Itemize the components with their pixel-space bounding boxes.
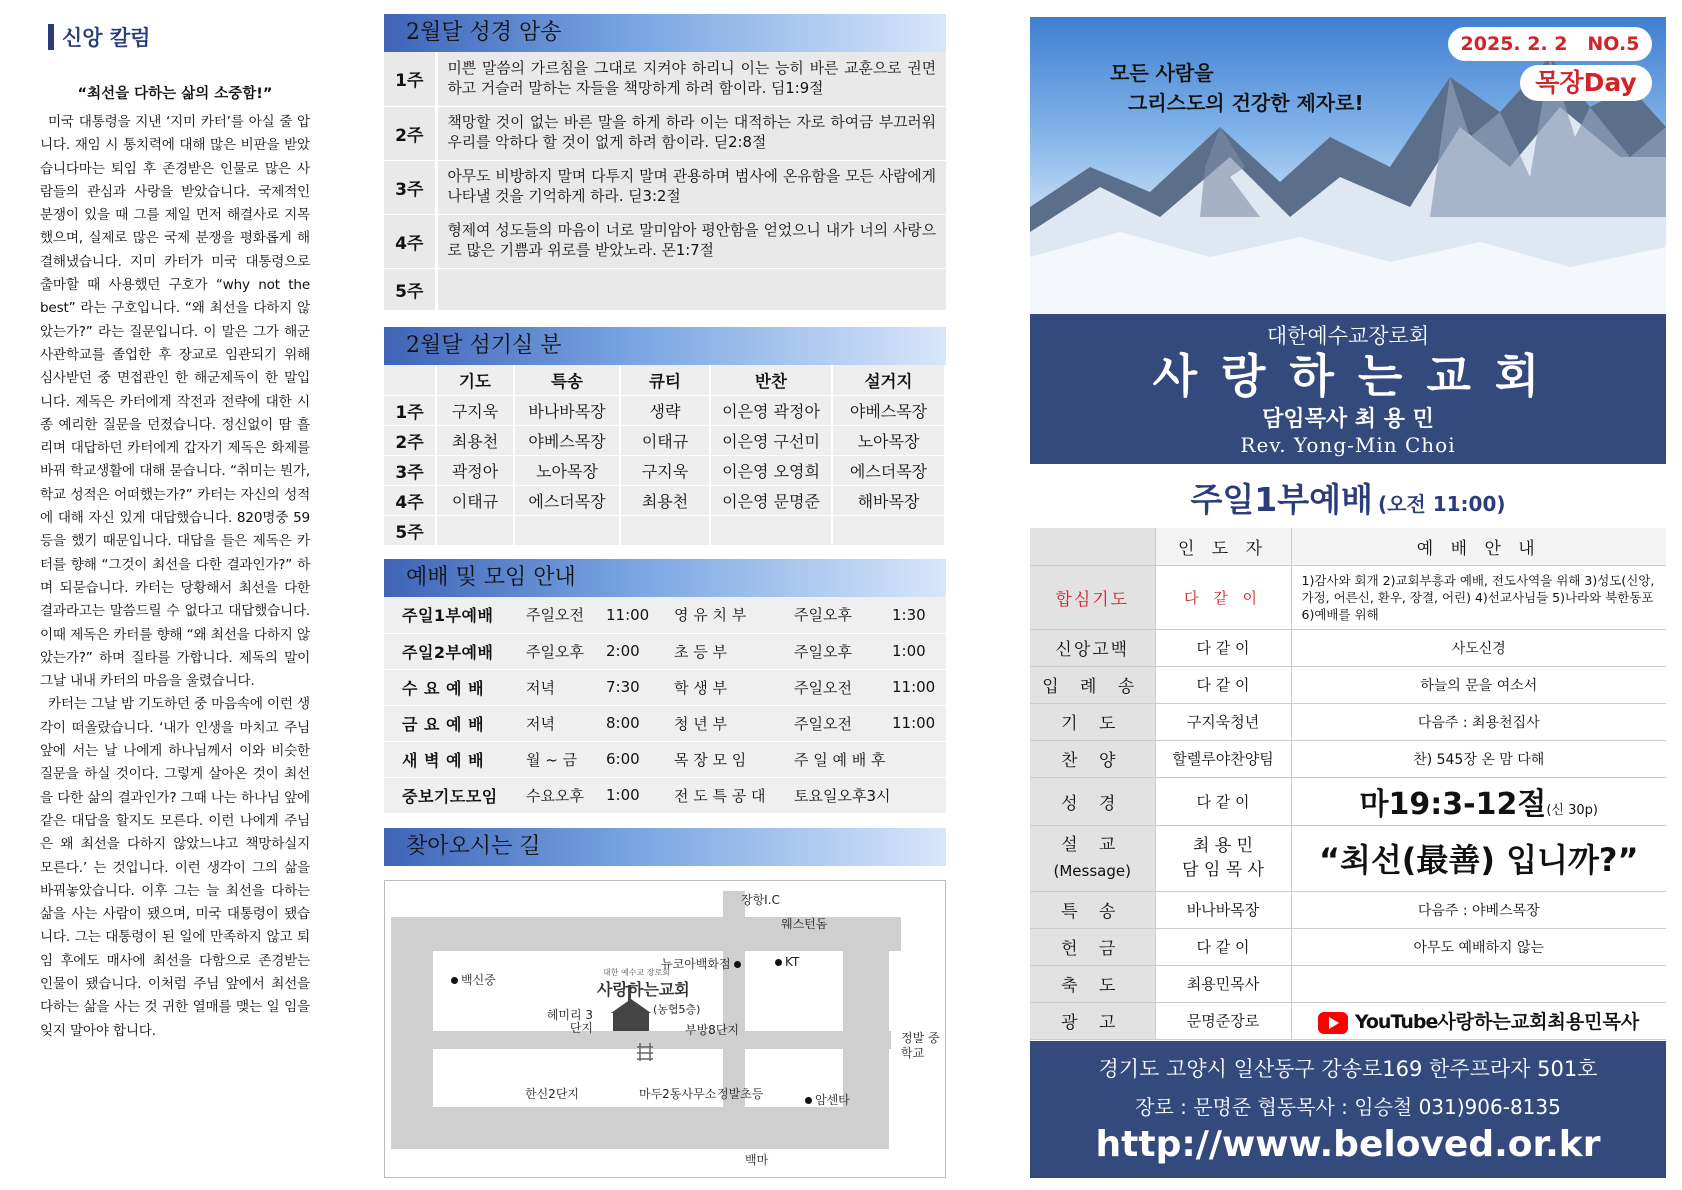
table-cell: 이은영 곽정아 [710,395,832,425]
map-label-baekma: 백마 [745,1153,769,1167]
table-cell: 11:00 [886,705,946,741]
table-cell: 2주 [384,425,436,455]
table-cell [384,365,436,395]
table-cell: 주일오전 [788,705,886,741]
duty-heading: 2월달 섬기실 분 [384,327,946,365]
verse-row [384,214,946,268]
table-cell: 이태규 [620,425,710,455]
table-cell: 찬) 545장 온 맘 다해 [1291,740,1666,777]
church-website[interactable]: http://www.beloved.or.kr [1095,1124,1601,1165]
table-cell: 새 벽 예 배 [384,741,520,777]
table-cell: 에스더목장 [514,485,620,515]
table-cell: 수요오후 [520,777,600,813]
table-cell: 이태규 [436,485,514,515]
table-cell: 하늘의 문을 여소서 [1291,666,1666,703]
table-cell [436,268,946,310]
table-cell: 2:00 [600,633,656,669]
duty-row [384,395,945,425]
table-cell: 최용민목사 [1155,965,1291,1002]
date-badge: 2025. 2. 2 NO.5 [1448,27,1652,61]
table-cell: 입 례 송 [1030,666,1155,703]
cover-hero [1030,17,1666,314]
column-paragraph-2: 카터는 그날 밤 기도하던 중 마음속에 이런 생각이 떠올랐습니다. ‘내가 인생을 마치고 주님 앞에 서는 날 나에게 하나님께서 이와 비슷한 질문을 하실 것이다. 그렇게 살아온 것이 최선을 다한 삶의 결과인가? 그때 나는 하나님 앞에 같은 대답을 할지도 모른다. 이런 나에게 주님은 왜 최선을 다하지 않았느냐고 책망하실지 모른다.’ 는 것입니다. 이런 생각이 그의 삶을 바꿔놓았습니다. 이후 그는 늘 최선을 다하는 삶을 사는 사람이 됐으며, 미국 대통령이 됐습니다. 그는 대통령이 된 일에 만족하지 않고 퇴임 후에도 매사에 최선을 다함으로 존경받는 인물이 됐습니다. 이처럼 주님 앞에서 최선을 다하는 삶을 사는 것 귀한 열매를 맺는 일 임을 잊지 말아야 합니다. [40,696,310,1039]
service-row [384,597,946,633]
table-cell: 주일오전 [520,597,600,633]
map-label-kt: KT [775,955,799,969]
worship-row [1030,891,1666,928]
table-cell: 에스더목장 [832,455,945,485]
table-cell: 2주 [384,106,436,160]
column-body [40,111,310,1043]
table-cell: 노아목장 [832,425,945,455]
table-cell: 바나바목장 [514,395,620,425]
table-cell: 4주 [384,485,436,515]
table-cell: 다음주 : 야베스목장 [1291,891,1666,928]
table-cell: 아무도 비방하지 말며 다투지 말며 관용하며 범사에 온유함을 모든 사람에게 나타낼 것을 기억하게 하라. 딛3:2절 [436,160,946,214]
table-cell: 1:00 [600,777,656,813]
worship-row [1030,965,1666,1002]
table-cell: 이은영 구선미 [710,425,832,455]
table-cell: 4주 [384,214,436,268]
bible-reading: 마19:3-12절(신 30p) [1291,777,1666,825]
table-cell: 바나바목장 [1155,891,1291,928]
table-cell: 1:00 [886,633,946,669]
table-cell: 1주 [384,395,436,425]
map-label-jeongbal-elem: 정발초등 [717,1087,764,1101]
table-cell: 설 교 (Message) [1030,825,1155,891]
table-cell: 11:00 [886,669,946,705]
pastor-english-name: Rev. Yong-Min Choi [1240,433,1456,457]
table-cell [514,515,620,545]
table-cell: 최용천 [620,485,710,515]
table-cell: 주일오전 [788,669,886,705]
footer [1030,1041,1666,1178]
map-label-hyemiri: 헤미리 3단지 [546,1008,593,1035]
verse-row [384,52,946,106]
duty-row [384,455,945,485]
table-cell: 주일1부예배 [384,597,520,633]
table-cell: 인 도 자 [1155,528,1291,565]
verse-row [384,160,946,214]
table-cell: 주일오후 [520,633,600,669]
service-row [384,669,946,705]
table-cell: 신앙고백 [1030,629,1155,666]
table-cell [710,515,832,545]
table-cell: 광 고 [1030,1002,1155,1039]
youtube-channel[interactable]: YouTube사랑하는교회최용민목사 [1291,1002,1666,1039]
table-cell: 기 도 [1030,703,1155,740]
table-cell: 형제여 성도들의 마음이 너로 말미암아 평안함을 얻었으니 내가 너의 사랑으로 많은 기쁨과 위로를 받았노라. 몬1:7절 [436,214,946,268]
table-cell: 다 같 이 [1155,777,1291,825]
table-cell: 최 용 민 담 임 목 사 [1155,825,1291,891]
table-cell: 반찬 [710,365,832,395]
table-cell: 8:00 [600,705,656,741]
table-cell: 문명준장로 [1155,1002,1291,1039]
service-row [384,705,946,741]
duty-row [384,515,945,545]
worship-row [1030,928,1666,965]
services-heading: 예배 및 모임 안내 [384,559,946,597]
worship-row [1030,740,1666,777]
table-cell: 토요일오후3시 [788,777,946,813]
table-cell: 5주 [384,268,436,310]
column-paragraph-1: 미국 대통령을 지낸 ‘지미 카터’를 아실 줄 압니다. 재임 시 통치력에 대해 많은 비판을 받았습니다마는 퇴임 후 존경받은 인물로 많은 사람들의 관심과 사랑을 받았습니다. 국제적인 분쟁이 있을 때 그를 제일 먼저 해결사로 지목했으며, 실제로 많은 국제 분쟁을 평화롭게 해결해냈습니다. 지미 카터가 미국 대통령으로 출마할 때 사용했던 구호가 “why not the best” 라는 구호입니다. “왜 최선을 다하지 않았는가?” 라는 질문입니다. 이 말은 그가 해군 사관학교를 졸업한 후 장교로 임관되기 위해 심사받던 중 면접관인 한 해군제독이 한 말입니다. 제독은 카터에게 작전과 전략에 대한 시종 예리한 질문을 던졌습니다. 정신없이 땀 흘리며 대답하던 카터에게 갑자기 제독은 화제를 바꿔 학교생활에 대해 묻습니다. “취미는 뭔가, 학교 성적은 어떠했는가?” 카터는 자신의 성적에 대해 자신 있게 대답했습니다. 820명중 59등을 했기 때문입니다. 대답을 들은 제독은 카터를 향해 “그것이 최선을 다한 결과인가?” 하며 되묻습니다. 카터는 당황해서 최선을 다한 결과라고는 말씀드릴 수 없다고 대답했습니다. 이때 제독은 카터를 향해 “왜 최선을 다하지 않았는가?” 하며 질타를 가합니다. 제독의 말이 그날 내내 카터의 마음을 울렸습니다. [40,114,310,690]
title-bar [48,24,54,50]
table-cell: 생략 [620,395,710,425]
table-cell: 월 ~ 금 [520,741,600,777]
table-cell: 전 도 특 공 대 [656,777,788,813]
table-cell: 미쁜 말씀의 가르침을 그대로 지켜야 하리니 이는 능히 바른 교훈으로 권면하고 거슬러 말하는 자들을 책망하게 하려 함이라. 딤1:9절 [436,52,946,106]
table-cell: 곽정아 [436,455,514,485]
map-roads [385,881,947,1179]
table-cell: 1)감사와 회개 2)교회부흥과 예배, 전도사역을 위해 3)성도(신앙, 가정, 어른신, 환우, 장결, 어린) 4)선교사님들 5)나라와 북한동포 6)예배를 위해 [1291,565,1666,629]
map-label-westerndome: 웨스턴돔 [781,917,828,931]
table-cell [436,515,514,545]
service-row [384,777,946,813]
map-heading: 찾아오시는 길 [384,828,946,866]
map-label-church-small: 대한 예수교 장로회 [603,968,670,977]
table-cell: 해바목장 [832,485,945,515]
senior-pastor: 담임목사 최 용 민 [1262,407,1434,432]
table-cell: 예 배 안 내 [1291,528,1666,565]
sermon-title: “최선(最善) 입니까?” [1291,825,1666,891]
table-cell: 책망할 것이 없는 바른 말을 하게 하라 이는 대적하는 자로 하여금 부끄러워 우리를 악하다 할 것이 없게 하려 함이라. 딛2:8절 [436,106,946,160]
table-cell: 기도 [436,365,514,395]
table-cell: 주일2부예배 [384,633,520,669]
table-cell: 11:00 [600,597,656,633]
table-cell: 저녁 [520,705,600,741]
table-cell [1291,965,1666,1002]
table-cell: 이은영 문명준 [710,485,832,515]
church-banner [1030,314,1666,464]
duty-table [384,365,946,546]
table-cell: 5주 [384,515,436,545]
worship-row [1030,703,1666,740]
map-label-bubang: 부방8단지 [685,1023,740,1037]
table-cell [1030,528,1155,565]
table-cell: 구지욱 [620,455,710,485]
map-label-nonghyup: (농협5층) [653,1003,701,1016]
table-cell: 1:30 [886,597,946,633]
table-cell: 청 년 부 [656,705,788,741]
table-cell: 7:30 [600,669,656,705]
table-cell: 축 도 [1030,965,1155,1002]
column-subtitle: “최선을 다하는 삶의 소중함!” [77,86,273,102]
church-address: 경기도 고양시 일산동구 강송로169 한주프라자 501호 [1098,1057,1598,1081]
table-cell: 저녁 [520,669,600,705]
table-cell: 6:00 [600,741,656,777]
worship-title: 주일1부예배 (오전 11:00) [1190,480,1506,519]
table-cell: 3주 [384,455,436,485]
table-cell: 1주 [384,52,436,106]
faith-column [40,22,310,1043]
table-cell: 아무도 예배하지 않는 [1291,928,1666,965]
table-cell: 노아목장 [514,455,620,485]
service-row [384,741,946,777]
table-cell: 야베스목장 [514,425,620,455]
directions-map [384,880,946,1178]
slogan-line-1: 모든 사람을 [1110,61,1214,85]
table-cell [832,515,945,545]
verses-table [384,52,946,311]
youtube-icon [1318,1012,1348,1034]
table-cell: 다 같 이 [1155,928,1291,965]
church-contact: 장로 : 문명준 협동목사 : 임승철 031)906-8135 [1135,1095,1561,1119]
duty-header-row [384,365,945,395]
worship-row [1030,629,1666,666]
table-cell: 주 일 예 배 후 [788,741,946,777]
worship-row [1030,666,1666,703]
worship-order-table [1030,528,1666,1040]
table-cell: 다 같 이 [1155,629,1291,666]
table-cell: 성 경 [1030,777,1155,825]
services-table [384,597,946,814]
verses-heading: 2월달 성경 암송 [384,14,946,52]
table-cell: 헌 금 [1030,928,1155,965]
table-cell: 초 등 부 [656,633,788,669]
column-title: 신앙 칼럼 [48,22,310,52]
table-cell: 구지욱 [436,395,514,425]
table-cell: 큐티 [620,365,710,395]
table-cell: 이은영 오영희 [710,455,832,485]
table-cell: 목 장 모 임 [656,741,788,777]
table-cell: 구지욱청년 [1155,703,1291,740]
table-cell: 최용천 [436,425,514,455]
verse-row [384,268,946,310]
map-label-hanshin: 한신2단지 [525,1087,580,1101]
table-cell: 특 송 [1030,891,1155,928]
table-cell: 합심기도 [1030,565,1155,629]
worship-row [1030,777,1666,825]
table-cell: 3주 [384,160,436,214]
worship-row [1030,1002,1666,1039]
church-name: 사 랑 하 는 교 회 [1152,349,1544,403]
table-cell [620,515,710,545]
table-cell: 설거지 [832,365,945,395]
map-label-church: 사랑하는교회 [597,980,690,999]
table-cell: 중보기도모임 [384,777,520,813]
mokjang-day-badge: 목장Day [1520,65,1652,101]
table-cell: 주일오후 [788,633,886,669]
map-label-baeksin: 백신중 [451,971,496,988]
table-cell: 야베스목장 [832,395,945,425]
map-label-amcenter: 암센타 [805,1091,850,1108]
slogan-line-2: 그리스도의 건강한 제자로! [1128,91,1364,115]
table-cell: 다 같 이 [1155,666,1291,703]
table-cell: 할렐루야찬양팀 [1155,740,1291,777]
worship-row [1030,825,1666,891]
worship-row [1030,565,1666,629]
map-label-jeongbal-mid: 정발 중학교 [901,1031,940,1060]
table-cell: 사도신경 [1291,629,1666,666]
service-row [384,633,946,669]
table-cell: 다음주 : 최용천집사 [1291,703,1666,740]
duty-row [384,485,945,515]
table-cell: 특송 [514,365,620,395]
table-cell: 영 유 치 부 [656,597,788,633]
table-cell: 다 같 이 [1155,565,1291,629]
verse-row [384,106,946,160]
worship-header-row [1030,528,1666,565]
duty-row [384,425,945,455]
table-cell: 주일오후 [788,597,886,633]
map-label-madu: 마두2동사무소 [639,1087,717,1101]
map-label-newcore: 뉴코아백화점 [661,955,744,972]
map-label-janghang: 장항I.C [741,893,780,907]
table-cell: 찬 양 [1030,740,1155,777]
table-cell: 수 요 예 배 [384,669,520,705]
table-cell: 금 요 예 배 [384,705,520,741]
denomination: 대한예수교장로회 [1266,324,1430,348]
table-cell: 학 생 부 [656,669,788,705]
